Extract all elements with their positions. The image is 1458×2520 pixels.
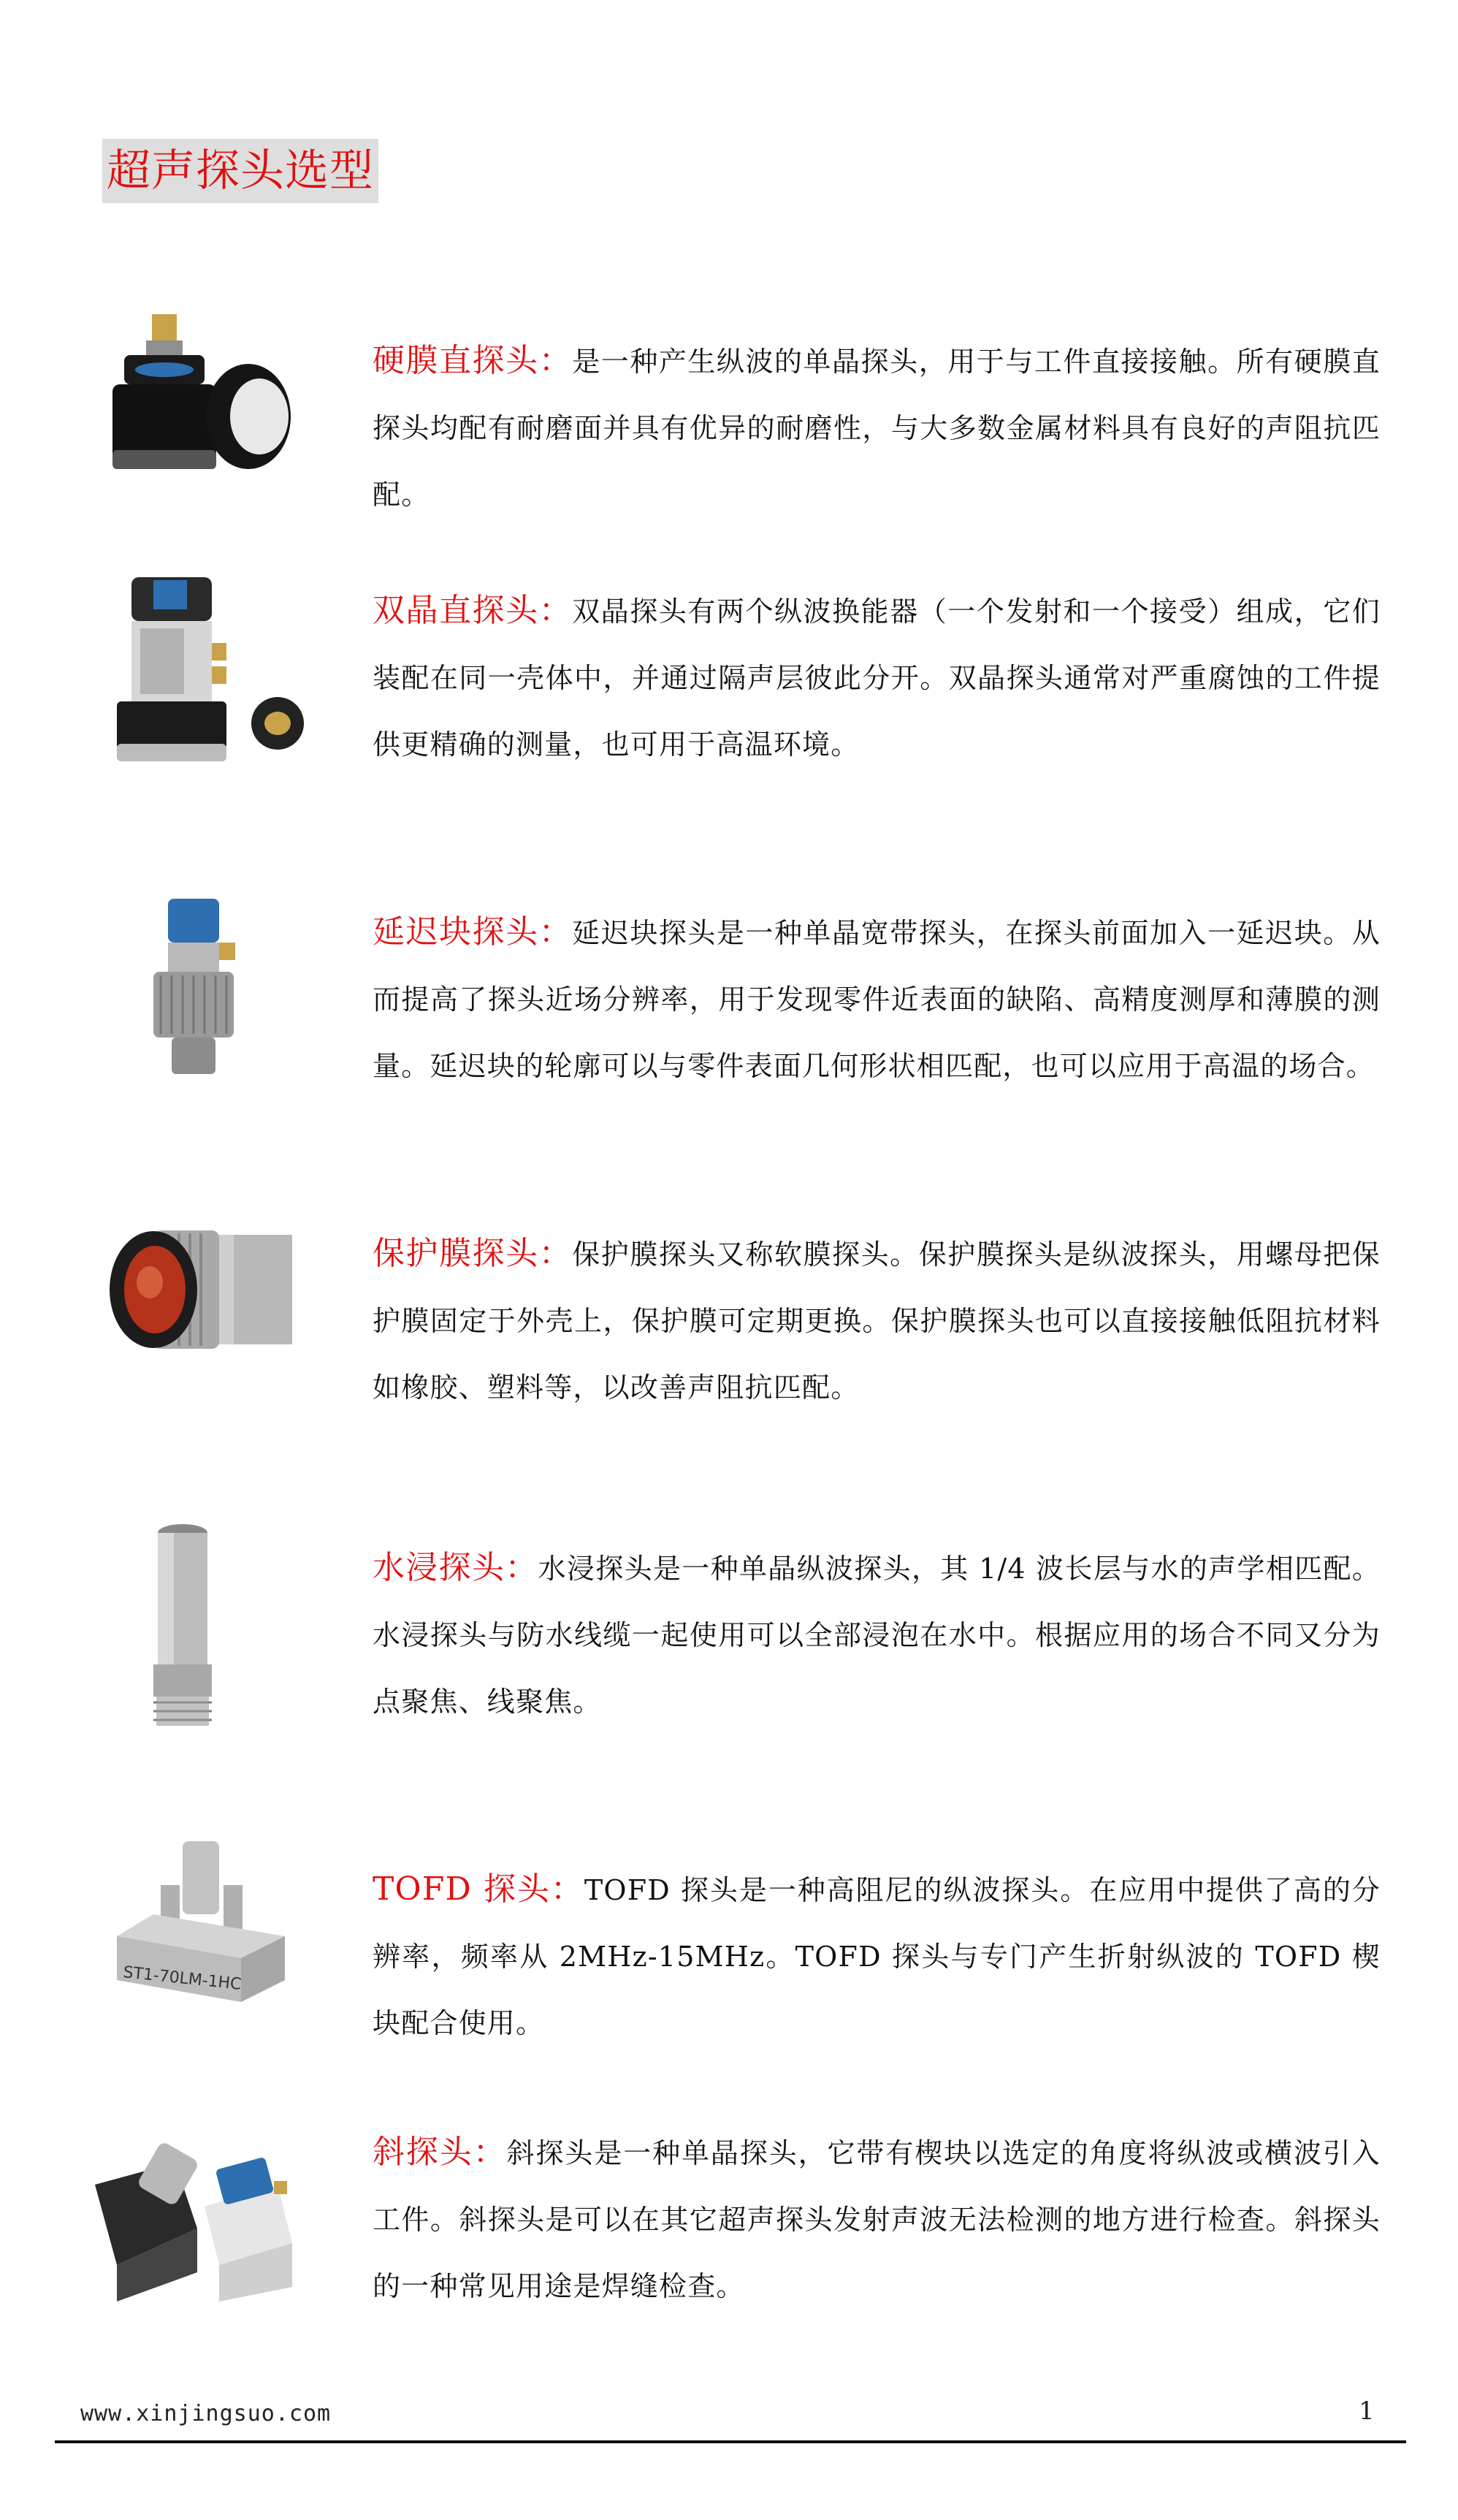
tofd-wedge-marking: ST1-70LM-1HC (122, 1963, 243, 1994)
footer-divider (55, 2440, 1406, 2443)
immersion-probe-image (131, 1520, 234, 1732)
section-text: 保护膜探头又称软膜探头。保护膜探头是纵波探头，用螺母把保护膜固定于外壳上，保护膜可定期更换。保护膜探头也可以直接接触低阻抗材料如橡胶、塑料等，以改善声阻抗匹配。 (373, 1238, 1381, 1404)
page-number: 1 (1359, 2397, 1375, 2426)
section-label: 硬膜直探头： (373, 342, 573, 379)
dual-element-probe-image (102, 570, 321, 767)
section-label: 保护膜探头： (373, 1235, 573, 1272)
section-label: 延迟块探头： (373, 913, 573, 951)
section-text: 斜探头是一种单晶探头，它带有楔块以选定的角度将纵波或横波引入工件。斜探头是可以在其它超声探头发射声波无法检测的地方进行检查。斜探头的一种常见用途是焊缝检查。 (373, 2137, 1381, 2302)
section-text: 水浸探头是一种单晶纵波探头，其 1/4 波长层与水的声学相匹配。水浸探头与防水线缆一起使用可以全部浸泡在水中。根据应用的场合不同又分为点聚焦、线聚焦。 (373, 1553, 1381, 1718)
tofd-probe-image (110, 1834, 299, 2009)
delay-line-probe-image (139, 891, 270, 1081)
section-text: 是一种产生纵波的单晶探头，用于与工件直接接触。所有硬膜直探头均配有耐磨面并具有优异的耐磨性，与大多数金属材料具有良好的声阻抗匹配。 (373, 346, 1381, 511)
section-label: 双晶直探头： (373, 592, 573, 629)
section-text: TOFD 探头是一种高阻尼的纵波探头。在应用中提供了高的分辨率，频率从 2MHz-15MHz。TOFD 探头与专门产生折射纵波的 TOFD 楔块配合使用。 (373, 1874, 1381, 2039)
protective-membrane-probe-image (102, 1213, 299, 1366)
angle-beam-probe-image (73, 2119, 307, 2309)
section-label: 斜探头： (373, 2133, 507, 2171)
hard-membrane-straight-probe-image (102, 307, 292, 482)
page-title: 超声探头选型 (102, 139, 378, 203)
section-text: 延迟块探头是一种单晶宽带探头，在探头前面加入一延迟块。从而提高了探头近场分辨率，用于发现零件近表面的缺陷、高精度测厚和薄膜的测量。延迟块的轮廓可以与零件表面几何形状相匹配，也可以应用于高温的场合。 (373, 917, 1381, 1082)
section-label: 水浸探头： (373, 1549, 538, 1586)
section-text: 双晶探头有两个纵波换能器（一个发射和一个接受）组成，它们装配在同一壳体中，并通过隔声层彼此分开。双晶探头通常对严重腐蚀的工件提供更精确的测量，也可用于高温环境。 (373, 595, 1381, 761)
section-label: TOFD 探头： (373, 1870, 584, 1908)
footer-url: www.xinjingsuo.com (80, 2401, 332, 2426)
